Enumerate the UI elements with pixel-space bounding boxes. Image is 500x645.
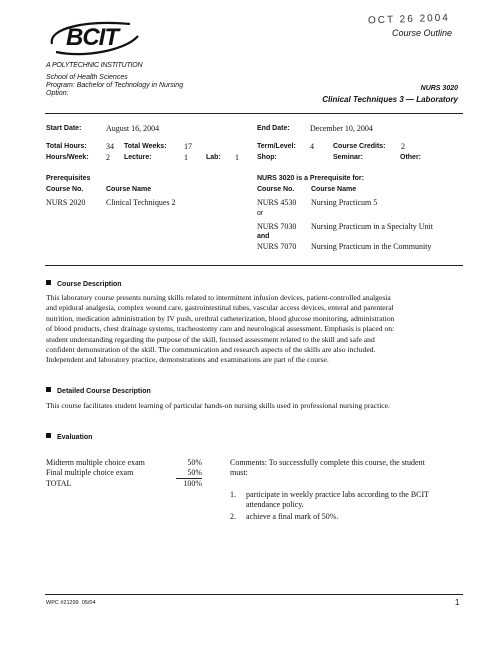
prereq-for-row-no: NURS 7070: [257, 242, 297, 251]
prereq-for-row-name: Nursing Practicum in a Specialty Unit: [311, 222, 433, 231]
received-stamp: OCT 26 2004: [367, 12, 451, 27]
detailed-body: This course facilitates student learning of particular hands-on nursing skills used in professional nursing practice.: [46, 401, 390, 410]
shop-label: Shop:: [257, 154, 277, 161]
total-hours-label: Total Hours:: [46, 143, 87, 150]
evaluation-heading: [46, 433, 92, 441]
bullet-square-icon: [46, 280, 51, 285]
description-body: [46, 293, 466, 366]
total-weeks-label: Total Weeks:: [124, 143, 167, 150]
divider-footer: [45, 594, 463, 595]
total-hours-value: 34: [106, 142, 114, 151]
description-heading: [46, 280, 122, 288]
eval-comments-cont: must:: [230, 468, 248, 477]
prereq-for-row-no: NURS 4530: [257, 198, 297, 207]
eval-list-text-cont: attendance policy.: [246, 500, 304, 509]
lab-value: 1: [235, 153, 239, 162]
eval-item: TOTAL: [46, 479, 72, 488]
description-line: This laboratory course presents nursing skills related to intermittent infusion devices, patient-controlled analgesia: [46, 293, 391, 302]
option-label: Option:: [46, 90, 69, 97]
prereq-for-and: and: [257, 233, 270, 240]
bullet-square-icon: [46, 433, 51, 438]
start-date-label: Start Date:: [46, 125, 82, 132]
prereq-for-row-no: NURS 7030: [257, 222, 297, 231]
logo-tagline: A POLYTECHNIC INSTITUTION: [46, 62, 143, 69]
credits-value: 2: [401, 142, 405, 151]
lecture-value: 1: [184, 153, 188, 162]
eval-weight: 100%: [183, 479, 202, 488]
start-date-value: August 16, 2004: [106, 124, 160, 133]
bcit-logo: [46, 14, 146, 60]
doc-type: Course Outline: [392, 28, 453, 38]
description-line: of blood products, chest drainage systems, tracheostomy care and neurological assessment. Emphasis is placed on:: [46, 324, 395, 334]
prereq-col-name: Course Name: [106, 186, 152, 193]
program-name: Program: Bachelor of Technology in Nursing: [46, 82, 184, 89]
school-name: School of Health Sciences: [46, 74, 128, 81]
prereq-for-heading: NURS 3020 is a Prerequisite for:: [257, 175, 364, 182]
term-label: Term/Level:: [257, 143, 296, 150]
lecture-label: Lecture:: [124, 154, 152, 161]
prereq-for-row-name: Nursing Practicum in the Community: [311, 242, 432, 251]
eval-weight: 50%: [187, 468, 202, 477]
description-line: confident demonstration of the skill. The communication and research aspects of the skills are also included.: [46, 345, 376, 355]
end-date-value: December 10, 2004: [310, 124, 373, 133]
prereq-for-col-name: Course Name: [311, 186, 357, 193]
eval-weight: 50%: [187, 458, 202, 467]
prereq-for-row-name: Nursing Practicum 5: [311, 198, 378, 207]
course-code: NURS 3020: [420, 85, 458, 92]
course-title: Clinical Techniques 3 — Laboratory: [322, 95, 458, 104]
prereq-for-col-no: Course No.: [257, 186, 295, 193]
eval-item: Midterm multiple choice exam: [46, 458, 145, 467]
detailed-heading: [46, 387, 151, 395]
description-line: Independent and laboratory practice, demonstrations and examinations are part of the course.: [46, 355, 329, 365]
form-code-date: 05/04: [81, 600, 96, 606]
logo-wordmark: BCIT: [66, 24, 118, 51]
credits-label: Course Credits:: [333, 143, 386, 150]
eval-comments: Comments: To successfully complete this course, the student: [230, 458, 425, 467]
description-line: and epidural analgesia, complex wound care, gastrointestinal tubes, vascular access devices, enteral and parenteral: [46, 303, 394, 313]
hours-week-label: Hours/Week:: [46, 154, 89, 161]
hours-week-value: 2: [106, 153, 110, 162]
prereq-for-or: or: [257, 210, 264, 217]
detailed-heading-text: Detailed Course Description: [57, 388, 151, 395]
description-heading-text: Course Description: [57, 281, 122, 288]
prereq-col-no: Course No.: [46, 186, 84, 193]
term-value: 4: [310, 142, 314, 151]
form-code-id: WPC #21299: [46, 600, 79, 606]
eval-list-num: 1.: [230, 490, 236, 499]
other-label: Other:: [400, 154, 421, 161]
divider-top: [45, 113, 463, 114]
end-date-label: End Date:: [257, 125, 290, 132]
bullet-square-icon: [46, 387, 51, 392]
divider-middle: [45, 265, 463, 266]
description-line: nutrition, medication administration by IV push, urethral catheterization, blood glucose monitoring, administration: [46, 313, 395, 323]
description-line: student understanding regarding the purpose of the skill, focused assessment related to the skill and safe and: [46, 334, 375, 344]
eval-list-text: participate in weekly practice labs according to the BCIT: [246, 490, 430, 499]
seminar-label: Seminar:: [333, 154, 363, 161]
total-weeks-value: 17: [184, 142, 192, 151]
eval-list-num: 2.: [230, 512, 236, 521]
prereq-heading: Prerequisites: [46, 175, 91, 182]
eval-item: Final multiple choice exam: [46, 468, 134, 477]
prereq-row-name: Clinical Techniques 2: [106, 198, 176, 207]
page-number: 1: [455, 598, 460, 607]
eval-list-text: achieve a final mark of 50%.: [246, 512, 339, 521]
lab-label: Lab:: [206, 154, 221, 161]
form-code: [46, 600, 96, 606]
evaluation-heading-text: Evaluation: [57, 434, 93, 441]
prereq-row-no: NURS 2020: [46, 198, 86, 207]
